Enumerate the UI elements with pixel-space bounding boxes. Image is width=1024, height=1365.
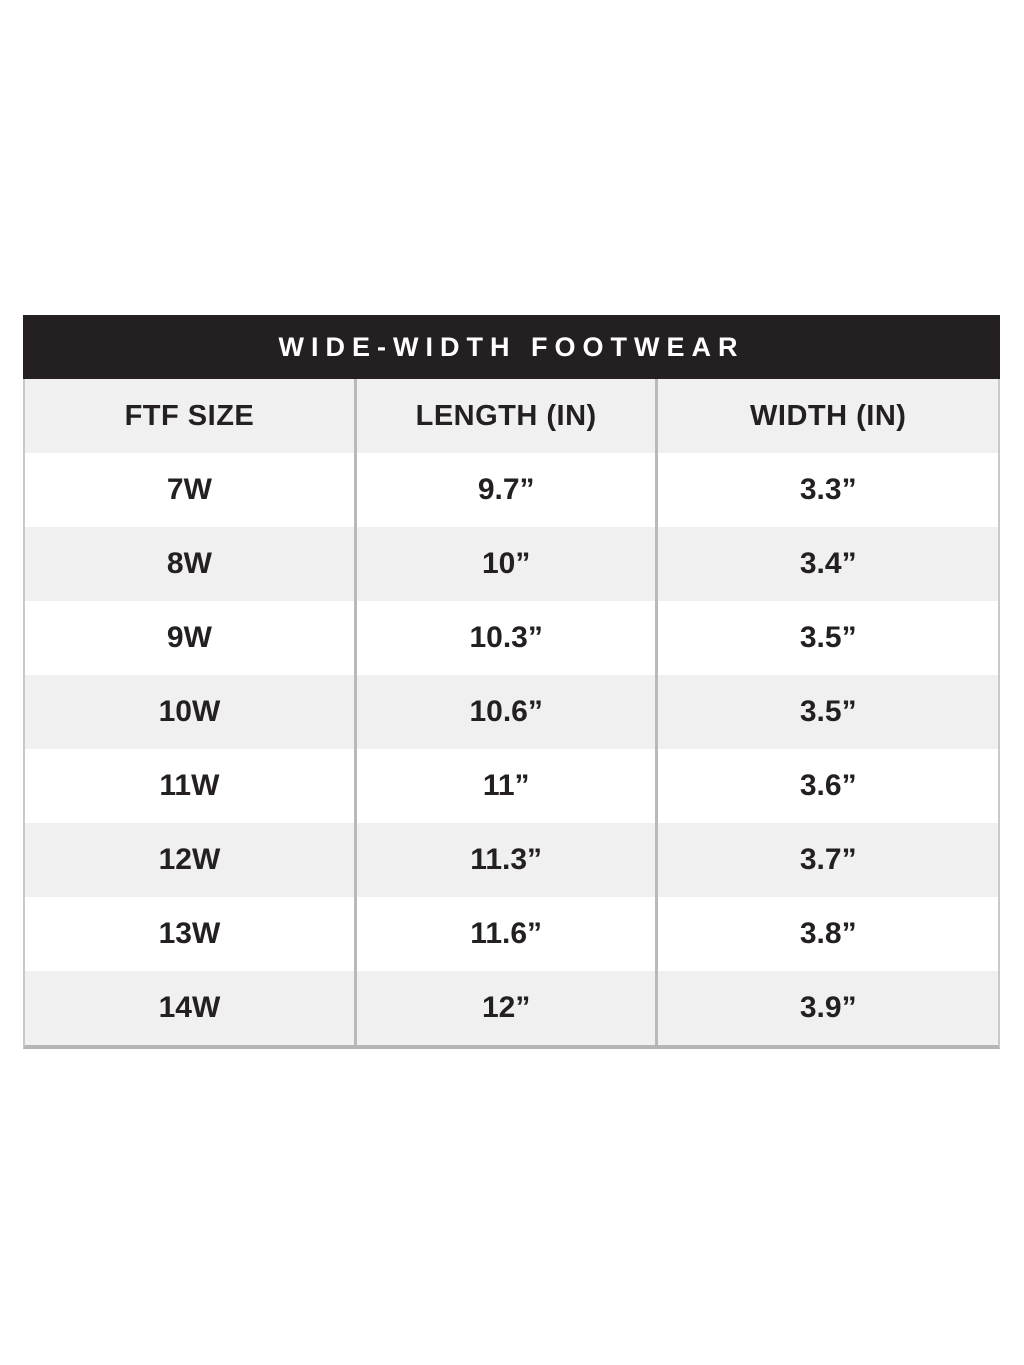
length-cell: 10.6” <box>354 675 656 749</box>
width-cell: 3.6” <box>655 749 997 823</box>
table-header-row <box>25 379 998 453</box>
width-cell: 3.5” <box>655 601 997 675</box>
size-cell: 11W <box>159 769 220 802</box>
length-cell: 11” <box>354 749 656 823</box>
width-cell: 3.8” <box>655 897 997 971</box>
size-cell: 7W <box>166 473 212 506</box>
length-cell: 12” <box>354 971 656 1045</box>
width-cell: 3.3” <box>655 453 997 527</box>
table-row <box>25 675 998 749</box>
length-cell: 10.3” <box>354 601 656 675</box>
table-body <box>25 453 998 1045</box>
size-cell: 8W <box>166 547 212 580</box>
size-cell: 9W <box>166 621 212 654</box>
table-row <box>25 749 998 823</box>
width-cell: 3.7” <box>655 823 997 897</box>
table-row <box>25 971 998 1045</box>
length-cell: 10” <box>354 527 656 601</box>
size-cell: 12W <box>158 843 221 876</box>
size-cell: 14W <box>158 991 221 1024</box>
size-cell: 10W <box>158 695 221 728</box>
table-row <box>25 601 998 675</box>
width-cell: 3.5” <box>655 675 997 749</box>
width-cell: 3.4” <box>655 527 997 601</box>
table-row <box>25 453 998 527</box>
width-cell: 3.9” <box>655 971 997 1045</box>
length-cell: 11.6” <box>354 897 656 971</box>
table-grid <box>23 379 1000 1049</box>
length-cell: 9.7” <box>354 453 656 527</box>
length-cell: 11.3” <box>354 823 656 897</box>
table-row <box>25 823 998 897</box>
size-chart-table <box>23 315 1000 1049</box>
column-header-width-in: WIDTH (IN) <box>655 379 997 453</box>
table-row <box>25 527 998 601</box>
table-title: WIDE-WIDTH FOOTWEAR <box>278 331 745 362</box>
table-row <box>25 897 998 971</box>
column-header-length-in: LENGTH (IN) <box>354 379 656 453</box>
size-cell: 13W <box>158 917 221 950</box>
column-header-ftf-size: FTF SIZE <box>124 399 255 432</box>
table-title-bar <box>23 315 1000 379</box>
